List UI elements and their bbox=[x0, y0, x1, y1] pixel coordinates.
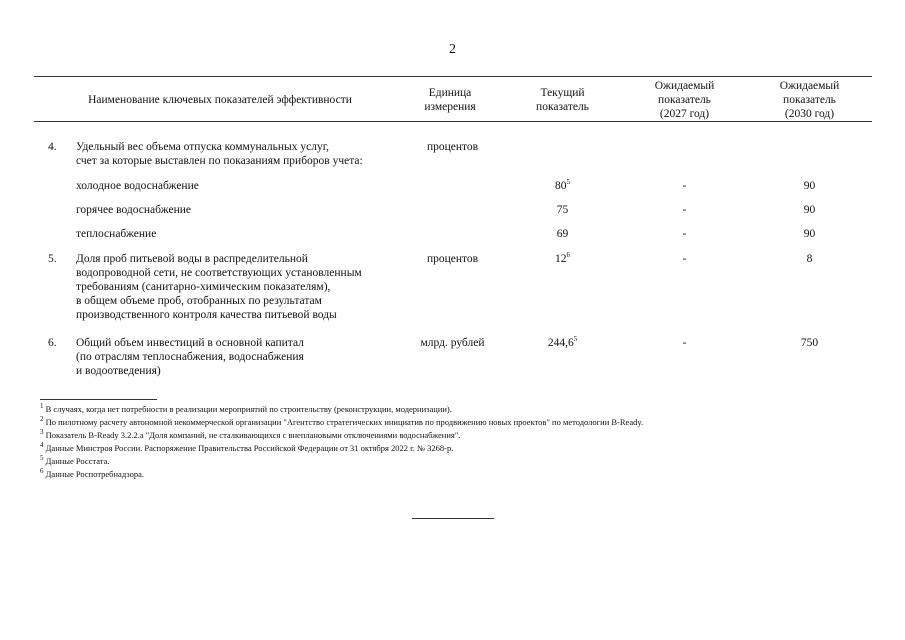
table-header-rule bbox=[34, 121, 872, 122]
header-expected-2027: Ожидаемый показатель (2027 год) bbox=[654, 80, 715, 120]
footnote: $^2$ По пилотному расчету автономной некоммерческой организации "Агентство стратегических инициатив по продвижению новых проектов" по методологии B-Ready. bbox=[40, 415, 644, 427]
header-name: Наименование ключевых показателей эффективности bbox=[88, 94, 352, 106]
footnote: $^5$ Данные Росстата. bbox=[40, 454, 110, 466]
row-unit: млрд. рублей bbox=[420, 337, 485, 349]
current-value: $80^5$ bbox=[555, 178, 570, 192]
footnote-separator bbox=[40, 399, 157, 400]
footnote: $^3$ Показатель B-Ready 3.2.2.a "Доля компаний, не сталкивающихся с внеплановыми отключениями водоснабжения". bbox=[40, 428, 461, 440]
row-number: 6. bbox=[48, 337, 57, 349]
value-2027: - bbox=[682, 204, 687, 216]
current-value: 75 bbox=[556, 204, 569, 216]
header-current: Текущий показатель bbox=[536, 87, 589, 113]
value-2030: 90 bbox=[803, 204, 816, 216]
current-value: $12^6$ bbox=[555, 251, 570, 265]
end-of-document-line bbox=[412, 518, 494, 519]
value-2030: 750 bbox=[800, 337, 819, 349]
subrow-name: горячее водоснабжение bbox=[76, 204, 191, 216]
footnote: $^1$ В случаях, когда нет потребности в реализации мероприятий по строительству (реконструкции, модернизации). bbox=[40, 402, 452, 414]
subrow-name: холодное водоснабжение bbox=[76, 180, 199, 192]
subrow-name: теплоснабжение bbox=[76, 228, 157, 240]
row-number: 5. bbox=[48, 253, 57, 265]
row-name: Доля проб питьевой воды в распределительной водопроводной сети, не соответствующих установленным требованиям (санитарно-химическим показателям), в общем объеме проб, отобранных по результатам производственного контроля качества питьевой воды bbox=[76, 253, 362, 321]
header-expected-2030: Ожидаемый показатель (2030 год) bbox=[779, 80, 840, 120]
row-name: Общий объем инвестиций в основной капитал (по отраслям теплоснабжения, водоснабжения и водоотведения) bbox=[76, 337, 304, 377]
header-unit: Единица измерения bbox=[424, 87, 476, 113]
current-value: 244,6$^5$ bbox=[547, 335, 578, 349]
page-number: 2 bbox=[449, 42, 456, 57]
value-2027: - bbox=[682, 253, 687, 265]
row-unit: процентов bbox=[426, 253, 479, 265]
footnote: $^4$ Данные Минстроя России. Распоряжение Правительства Российской Федерации от 31 октября 2022 г. № 3268-р. bbox=[40, 441, 454, 453]
current-value: 69 bbox=[556, 228, 569, 240]
row-unit: процентов bbox=[426, 141, 479, 153]
footnote: $^6$ Данные Роспотребнадзора. bbox=[40, 467, 144, 479]
value-2030: 8 bbox=[806, 253, 813, 265]
table-top-rule bbox=[34, 76, 872, 77]
value-2027: - bbox=[682, 228, 687, 240]
value-2030: 90 bbox=[803, 228, 816, 240]
row-number: 4. bbox=[48, 141, 57, 153]
value-2027: - bbox=[682, 180, 687, 192]
value-2027: - bbox=[682, 337, 687, 349]
row-name: Удельный вес объема отпуска коммунальных услуг, счет за которые выставлен по показаниям приборов учета: bbox=[76, 141, 363, 167]
value-2030: 90 bbox=[803, 180, 816, 192]
